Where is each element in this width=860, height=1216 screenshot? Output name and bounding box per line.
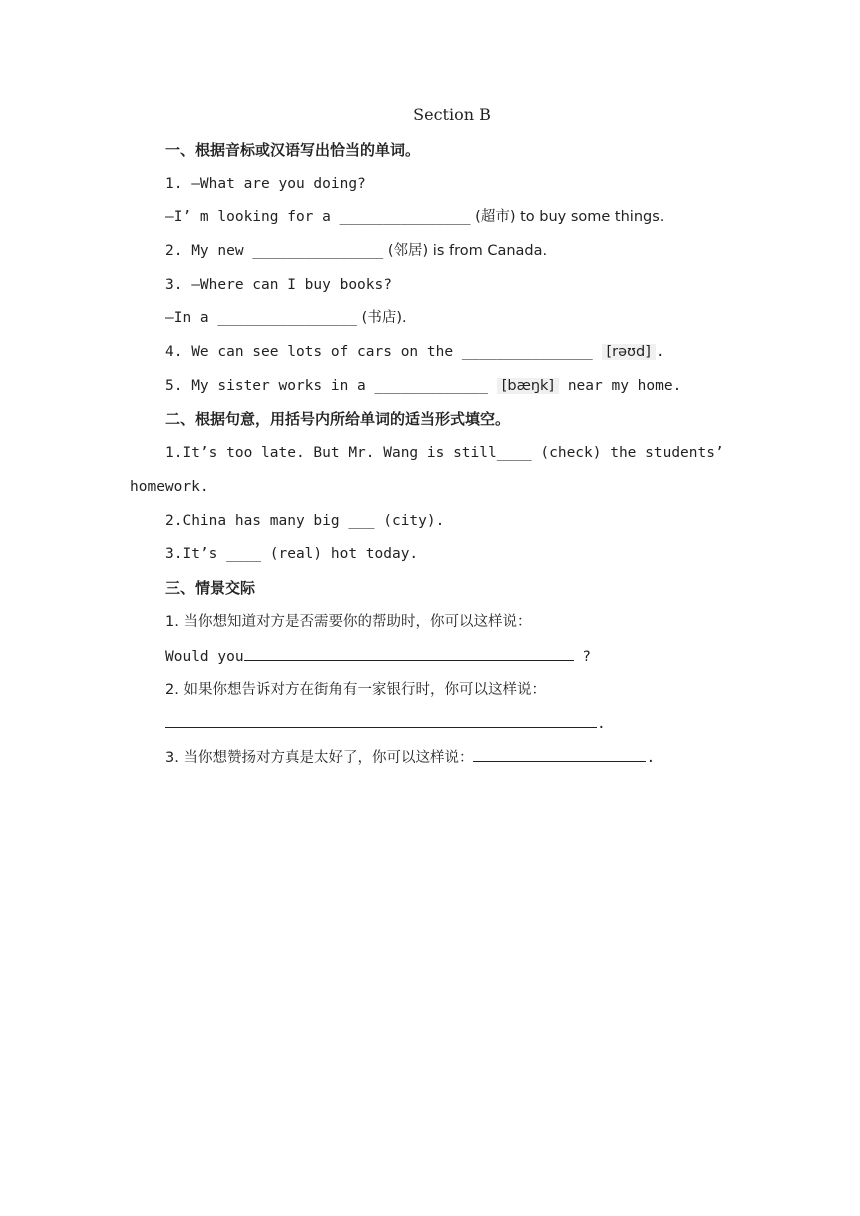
- answer-blank[interactable]: ________________: [217, 310, 358, 326]
- question-2-1a: 1.It’s too late. But Mr. Wang is still____ (check) the students’: [165, 445, 724, 461]
- section-heading-2: 二、根据句意，用括号内所给单词的适当形式填空。: [165, 410, 511, 428]
- phonetic-label: [rəʊd]: [602, 344, 656, 360]
- question-3-2: 2. 如果你想告诉对方在街角有一家银行时，你可以这样说：: [165, 682, 546, 698]
- question-1-5: 5. My sister works in a _____________ [bæŋk] near my home.: [165, 378, 682, 394]
- section-heading-3: 三、情景交际: [165, 579, 256, 597]
- answer-blank[interactable]: _______________: [461, 344, 593, 360]
- question-2-1b: homework.: [130, 479, 209, 495]
- answer-line-3-2: .: [165, 713, 606, 734]
- question-2-3: 3.It’s ____ (real) hot today.: [165, 546, 419, 562]
- answer-blank[interactable]: _______________: [252, 243, 384, 259]
- answer-underline[interactable]: [473, 747, 646, 762]
- phonetic-label: [bæŋk]: [497, 378, 559, 394]
- question-3-3: 3. 当你想赞扬对方真是太好了，你可以这样说： .: [165, 747, 655, 768]
- answer-blank[interactable]: _______________: [339, 209, 471, 225]
- question-1-1a: 1. —What are you doing?: [165, 176, 366, 192]
- question-2-2: 2.China has many big ___ (city).: [165, 513, 445, 529]
- answer-blank[interactable]: _____________: [374, 378, 489, 394]
- question-1-4: 4. We can see lots of cars on the _______________ [rəʊd] .: [165, 344, 665, 360]
- section-heading-1: 一、根据音标或汉语写出恰当的单词。: [165, 141, 421, 159]
- question-1-2: 2. My new _______________ (邻居) is from Canada.: [165, 243, 548, 259]
- answer-underline[interactable]: [244, 646, 574, 661]
- question-1-1b: —I’ m looking for a _______________ (超市) to buy some things.: [165, 209, 665, 225]
- page-title: Section B: [413, 105, 491, 124]
- question-3-1: 1. 当你想知道对方是否需要你的帮助时，你可以这样说：: [165, 614, 532, 630]
- question-1-3a: 3. —Where can I buy books?: [165, 277, 392, 293]
- answer-underline[interactable]: [165, 713, 597, 728]
- answer-line-3-1: Would you ?: [165, 646, 591, 667]
- question-1-3b: —In a ________________ (书店).: [165, 310, 407, 326]
